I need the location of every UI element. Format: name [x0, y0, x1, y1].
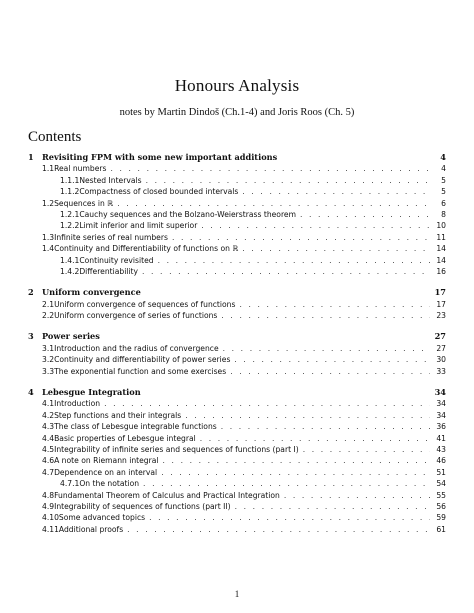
toc-subsection-row[interactable]: [28, 209, 446, 220]
toc-page-number: 27: [434, 331, 446, 342]
toc-dot-leader: [163, 455, 430, 466]
toc-entry-title: Sequences in ℝ: [54, 198, 114, 208]
toc-chapter: [28, 152, 446, 277]
toc-dot-leader: [201, 220, 430, 231]
toc-entry-title: Nested Intervals: [79, 175, 142, 185]
toc-subsection-row[interactable]: [28, 186, 446, 197]
toc-page-number: 6: [441, 198, 446, 208]
toc-entry-title: Introduction and the radius of convergence: [54, 343, 219, 353]
toc-page-number: 56: [436, 501, 446, 511]
toc-section-row[interactable]: [28, 410, 446, 421]
page-number: 1: [234, 589, 240, 599]
toc-section-row[interactable]: [28, 467, 446, 478]
toc-dot-leader: [242, 243, 430, 254]
document-title: Honours Analysis: [174, 76, 300, 95]
toc-section-row[interactable]: [28, 433, 446, 444]
toc-section-row[interactable]: [28, 243, 446, 254]
toc-entry-number: 2.2: [42, 311, 55, 321]
toc-entry-title: Real numbers: [54, 164, 107, 174]
toc-dot-leader: [300, 209, 430, 220]
toc-section-row[interactable]: [28, 524, 446, 535]
toc-entry-title: The exponential function and some exercises: [54, 366, 227, 376]
toc-entry-number: 4.8: [42, 490, 55, 500]
toc-chapter-number: 1: [28, 152, 34, 162]
toc-page-number: 4: [441, 164, 446, 174]
toc-dot-leader: [110, 163, 430, 174]
toc-subsection-row[interactable]: [28, 220, 446, 231]
toc-page-number: 10: [436, 221, 446, 231]
toc-chapter-title: Lebesgue Integration: [42, 387, 141, 398]
toc-page-number: 34: [436, 399, 446, 409]
toc-dot-leader: [185, 410, 430, 421]
toc-subsection-row[interactable]: [28, 478, 446, 489]
table-of-contents: [28, 152, 446, 535]
toc-entry-title: Basic properties of Lebesgue integral: [54, 433, 196, 443]
toc-page-number: 14: [436, 255, 446, 265]
toc-entry-title: Differentiability: [79, 266, 138, 276]
toc-entry-title: A note on Riemann integral: [54, 456, 159, 466]
toc-entry-number: 1.1.2: [60, 187, 80, 197]
toc-dot-leader: [142, 266, 430, 277]
toc-section-row[interactable]: [28, 232, 446, 243]
toc-section-row[interactable]: [28, 310, 446, 321]
toc-section-row[interactable]: [28, 512, 446, 523]
toc-entry-number: 4.6: [42, 456, 55, 466]
toc-page-number: 34: [434, 387, 446, 398]
toc-dot-leader: [234, 354, 430, 365]
toc-section-row[interactable]: [28, 455, 446, 466]
toc-chapter-number: 4: [28, 387, 34, 398]
toc-entry-title: Integrability of sequences of functions (part II): [54, 501, 231, 511]
toc-dot-leader: [284, 490, 430, 501]
toc-entry-title: Continuity and Differentiability of functions on ℝ: [54, 244, 239, 254]
toc-entry-title: On the notation: [79, 479, 140, 489]
toc-entry-number: 1.4.1: [60, 255, 80, 265]
toc-page-number: 14: [436, 244, 446, 254]
toc-entry-title: Cauchy sequences and the Bolzano-Weierstrass theorem: [79, 209, 296, 219]
toc-section-row[interactable]: [28, 163, 446, 174]
toc-page-number: 54: [436, 479, 446, 489]
toc-entry-number: 1.1.1: [60, 175, 80, 185]
toc-entry-title: Fundamental Theorem of Calculus and Practical Integration: [54, 490, 280, 500]
toc-entry-number: 4.3: [42, 422, 55, 432]
toc-entry-title: Step functions and their integrals: [54, 410, 182, 420]
toc-chapter-title: Revisiting FPM with some new important additions: [42, 152, 278, 162]
toc-page-number: 16: [436, 266, 446, 276]
toc-chapter: [28, 287, 446, 321]
toc-dot-leader: [117, 198, 430, 209]
toc-entry-title: Introduction: [54, 399, 101, 409]
toc-dot-leader: [104, 398, 430, 409]
toc-section-row[interactable]: [28, 299, 446, 310]
toc-entry-number: 3.3: [42, 366, 55, 376]
toc-entry-number: 1.4.2: [60, 266, 80, 276]
toc-section-row[interactable]: [28, 354, 446, 365]
toc-dot-leader: [172, 232, 430, 243]
document-subtitle: notes by Martin Dindoš (Ch.1-4) and Joris Roos (Ch. 5): [119, 107, 355, 118]
toc-entry-number: 4.11: [42, 524, 59, 534]
toc-entry-number: 1.2: [42, 198, 55, 208]
toc-entry-title: Uniform convergence of series of functions: [54, 311, 218, 321]
toc-section-row[interactable]: [28, 501, 446, 512]
toc-dot-leader: [200, 433, 430, 444]
toc-chapter-row[interactable]: [28, 331, 446, 342]
toc-entry-title: The class of Lebesgue integrable functions: [54, 422, 217, 432]
toc-page-number: 51: [436, 467, 446, 477]
toc-page-number: 43: [436, 444, 446, 454]
toc-subsection-row[interactable]: [28, 255, 446, 266]
toc-chapter: [28, 331, 446, 377]
toc-section-row[interactable]: [28, 366, 446, 377]
toc-section-row[interactable]: [28, 398, 446, 409]
toc-dot-leader: [223, 343, 430, 354]
toc-section-row[interactable]: [28, 198, 446, 209]
toc-page-number: 55: [436, 490, 446, 500]
toc-entry-number: 4.1: [42, 399, 55, 409]
toc-entry-number: 4.9: [42, 501, 55, 511]
toc-chapter-row[interactable]: [28, 287, 446, 298]
toc-page-number: 34: [436, 410, 446, 420]
toc-entry-title: Dependence on an interval: [54, 467, 158, 477]
toc-entry-number: 4.10: [42, 513, 59, 523]
toc-page-number: 46: [436, 456, 446, 466]
contents-heading: Contents: [28, 129, 82, 145]
toc-chapter-number: 2: [28, 287, 34, 298]
toc-dot-leader: [221, 421, 430, 432]
toc-section-row[interactable]: [28, 343, 446, 354]
toc-entry-title: Some advanced topics: [58, 513, 146, 523]
toc-page-number: 27: [436, 343, 446, 353]
toc-page-number: 17: [436, 299, 446, 309]
toc-entry-number: 1.1: [42, 164, 55, 174]
toc-entry-number: 3.1: [42, 343, 55, 353]
toc-page-number: 8: [441, 209, 446, 219]
toc-entry-number: 1.3: [42, 232, 55, 242]
toc-chapter-number: 3: [28, 331, 34, 342]
toc-subsection-row[interactable]: [28, 266, 446, 277]
toc-subsection-row[interactable]: [28, 175, 446, 186]
toc-entry-number: 4.4: [42, 433, 55, 443]
toc-page-number: 30: [436, 355, 446, 365]
toc-dot-leader: [221, 310, 430, 321]
toc-entry-number: 1.2.2: [60, 221, 80, 231]
toc-entry-title: Integrability of infinite series and sequences of functions (part I): [54, 444, 299, 454]
toc-dot-leader: [242, 186, 430, 197]
toc-entry-number: 4.2: [42, 410, 55, 420]
toc-dot-leader: [146, 175, 430, 186]
toc-page-number: 36: [436, 422, 446, 432]
toc-entry-title: Compactness of closed bounded intervals: [79, 187, 239, 197]
toc-page-number: 5: [441, 187, 446, 197]
toc-page-number: 33: [436, 366, 446, 376]
toc-dot-leader: [158, 255, 430, 266]
toc-chapter-title: Power series: [42, 331, 100, 342]
toc-page-number: 59: [436, 513, 446, 523]
toc-page-number: 23: [436, 311, 446, 321]
toc-dot-leader: [230, 366, 430, 377]
toc-page-number: 11: [436, 232, 446, 242]
toc-page-number: 5: [441, 175, 446, 185]
toc-section-row[interactable]: [28, 490, 446, 501]
toc-entry-number: 4.7.1: [60, 479, 80, 489]
toc-entry-number: 4.5: [42, 444, 55, 454]
toc-dot-leader: [127, 524, 430, 535]
toc-entry-title: Limit inferior and limit superior: [79, 221, 198, 231]
toc-page-number: 61: [436, 524, 446, 534]
toc-entry-title: Continuity revisited: [79, 255, 154, 265]
toc-dot-leader: [149, 512, 430, 523]
toc-entry-number: 1.2.1: [60, 209, 80, 219]
toc-dot-leader: [239, 299, 430, 310]
toc-dot-leader: [161, 467, 430, 478]
toc-entry-title: Infinite series of real numbers: [54, 232, 168, 242]
toc-section-row[interactable]: [28, 421, 446, 432]
toc-dot-leader: [303, 444, 430, 455]
toc-chapter-row[interactable]: [28, 152, 446, 163]
toc-section-row[interactable]: [28, 444, 446, 455]
toc-page-number: 41: [436, 433, 446, 443]
toc-page-number: 17: [434, 287, 446, 298]
toc-entry-title: Continuity and differentiability of power series: [54, 355, 231, 365]
toc-page-number: 4: [440, 152, 446, 162]
toc-entry-title: Uniform convergence of sequences of functions: [54, 299, 236, 309]
toc-dot-leader: [235, 501, 430, 512]
toc-dot-leader: [143, 478, 430, 489]
toc-entry-number: 2.1: [42, 299, 55, 309]
toc-entry-number: 4.7: [42, 467, 55, 477]
toc-entry-number: 1.4: [42, 244, 55, 254]
toc-chapter-row[interactable]: [28, 387, 446, 398]
toc-entry-number: 3.2: [42, 355, 55, 365]
toc-entry-title: Additional proofs: [58, 524, 124, 534]
toc-chapter: [28, 387, 446, 535]
toc-chapter-title: Uniform convergence: [42, 287, 141, 298]
